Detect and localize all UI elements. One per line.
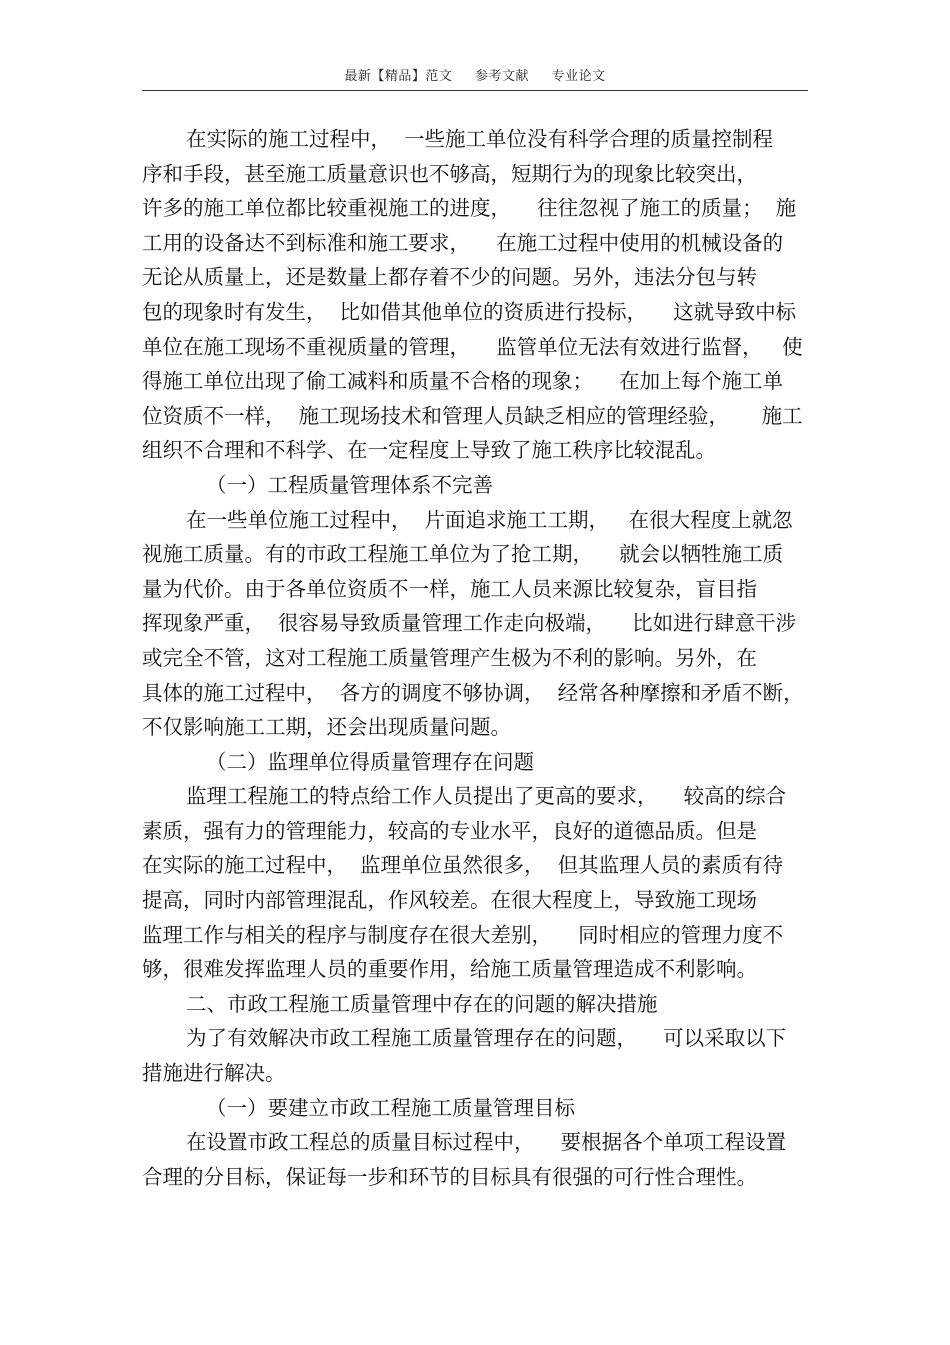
section-heading: 二、市政工程施工质量管理中存在的问题的解决措施	[186, 991, 658, 1016]
paragraph-line: 在实际的施工过程中， 一些施工单位没有科学合理的质量控制程	[186, 127, 774, 151]
header-item-papers: 专业论文	[551, 69, 606, 84]
paragraph-line: 在实际的施工过程中， 监理单位虽然很多， 但其监理人员的素质有待	[142, 853, 784, 878]
paragraph-line: 位资质不一样， 施工现场技术和管理人员缺乏相应的管理经验， 施工	[142, 403, 803, 428]
paragraph-line: 序和手段，甚至施工质量意识也不够高，短期行为的现象比较突出，	[142, 161, 757, 186]
paragraph-line: 监理工程施工的特点给工作人员提出了更高的要求， 较高的综合	[186, 784, 787, 809]
paragraph-line: 包的现象时有发生， 比如借其他单位的资质进行投标， 这就导致中标	[142, 299, 797, 324]
paragraph-line: 挥现象严重， 很容易导致质量管理工作走向极端， 比如进行肆意干涉	[142, 611, 797, 636]
header-item-fanwen: 最新【精品】范文	[344, 69, 453, 84]
paragraph-line: 无论从质量上，还是数量上都存着不少的问题。另外，违法分包与转	[142, 265, 757, 290]
document-body	[142, 122, 808, 1194]
paragraph-line: 工用的设备达不到标准和施工要求， 在施工过程中使用的机械设备的	[142, 230, 784, 255]
paragraph-line: 具体的施工过程中， 各方的调度不够协调， 经常各种摩擦和矛盾不断，	[142, 680, 804, 705]
paragraph-line: 够，很难发挥监理人员的重要作用，给施工质量管理造成不利影响。	[142, 957, 757, 982]
paragraph-line: 为了有效解决市政工程施工质量管理存在的问题， 可以采取以下	[186, 1026, 787, 1051]
paragraph-line: 许多的施工单位都比较重视施工的进度， 往往忽视了施工的质量； 施	[142, 196, 797, 221]
paragraph-line: 组织不合理和不科学、在一定程度上导致了施工秩序比较混乱。	[142, 438, 716, 463]
paragraph-line: 监理工作与相关的程序与制度存在很大差别， 同时相应的管理力度不	[142, 922, 784, 947]
section-heading: （二）监理单位得质量管理存在问题	[206, 749, 534, 774]
paragraph-line: 素质，强有力的管理能力，较高的专业水平，良好的道德品质。但是	[142, 818, 757, 843]
header-item-references: 参考文献	[474, 69, 529, 84]
paragraph-line: 得施工单位出现了偷工减料和质量不合格的现象； 在加上每个施工单	[142, 369, 784, 394]
section-heading: （一）要建立市政工程施工质量管理目标	[206, 1095, 575, 1120]
header-divider	[142, 90, 808, 91]
paragraph-line: 或完全不管，这对工程施工质量管理产生极为不利的影响。另外，在	[142, 645, 757, 670]
paragraph-line: 措施进行解决。	[142, 1061, 286, 1086]
paragraph-line: 量为代价。由于各单位资质不一样，施工人员来源比较复杂，盲目指	[142, 576, 757, 601]
page-header	[142, 68, 808, 86]
paragraph-line: 视施工质量。有的市政工程施工单位为了抢工期， 就会以牺牲施工质	[142, 542, 784, 567]
paragraph-line: 合理的分目标，保证每一步和环节的目标具有很强的可行性合理性。	[142, 1164, 757, 1189]
paragraph-line: 提高，同时内部管理混乱，作风较差。在很大程度上，导致施工现场	[142, 888, 757, 913]
paragraph-line: 在设置市政工程总的质量目标过程中， 要根据各个单项工程设置	[186, 1130, 787, 1155]
section-heading: （一）工程质量管理体系不完善	[206, 472, 493, 497]
paragraph-line: 不仅影响施工工期，还会出现质量问题。	[142, 715, 511, 740]
paragraph-line: 在一些单位施工过程中， 片面追求施工工期， 在很大程度上就忽	[186, 507, 793, 532]
paragraph-line: 单位在施工现场不重视质量的管理， 监管单位无法有效进行监督， 使	[142, 334, 803, 359]
